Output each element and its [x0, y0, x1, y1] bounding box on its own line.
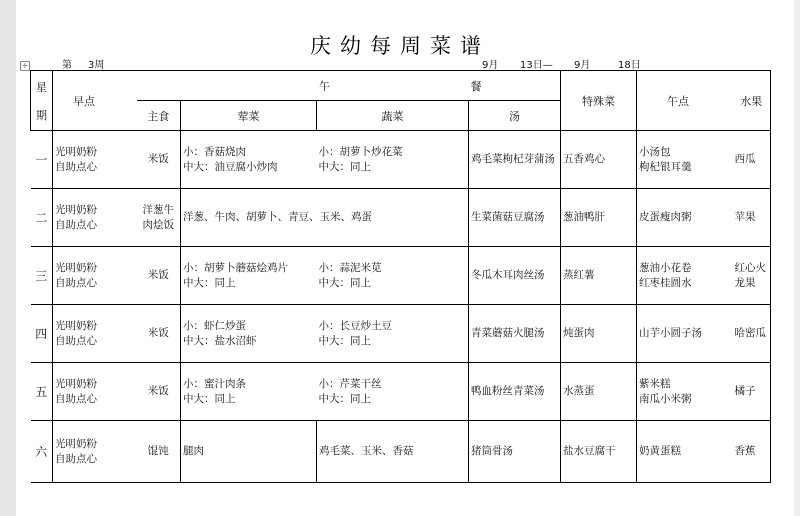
header-veg: 蔬菜 — [317, 101, 469, 131]
staple-cell-line: 米饭 — [147, 153, 169, 165]
right-margin-strip — [794, 0, 800, 516]
soup-cell — [469, 305, 561, 363]
special-cell — [561, 131, 637, 189]
veg-cell-line: 小：芹菜干丝 — [318, 377, 382, 390]
week-start-day: 13日— — [520, 60, 553, 71]
day-label: 四 — [31, 305, 53, 363]
breakfast-cell-line: 光明奶粉 — [55, 261, 97, 274]
week-end-day: 18日 — [618, 60, 641, 71]
snack-cell — [637, 189, 733, 247]
breakfast-cell — [53, 363, 137, 421]
day-label: 三 — [31, 247, 53, 305]
veg-cell — [317, 131, 469, 189]
breakfast-cell-line: 光明奶粉 — [55, 145, 97, 158]
week-number: 3周 — [88, 60, 105, 71]
staple-cell — [137, 131, 181, 189]
breakfast-cell-line: 自助点心 — [55, 276, 97, 289]
breakfast-cell-line: 光明奶粉 — [55, 203, 97, 216]
snack-cell — [637, 421, 733, 483]
veg-cell-line: 中大：同上 — [318, 392, 371, 405]
veg-cell-line: 鸡毛菜、玉米、香菇 — [319, 445, 414, 457]
day-label: 二 — [31, 189, 53, 247]
staple-cell — [137, 189, 181, 247]
menu-row — [31, 247, 771, 305]
special-cell — [561, 189, 637, 247]
fruit-cell-line: 龙果 — [734, 276, 756, 289]
lunch-combined-cell-line: 洋葱、牛肉、胡萝卜、青豆、玉米、鸡蛋 — [183, 211, 372, 223]
veg-cell — [317, 363, 469, 421]
header-day — [31, 71, 53, 131]
header-staple: 主食 — [137, 101, 181, 131]
staple-cell — [137, 247, 181, 305]
fruit-cell — [733, 189, 771, 247]
fruit-cell-line: 香蕉 — [734, 445, 756, 457]
menu-row — [31, 131, 771, 189]
breakfast-cell — [53, 247, 137, 305]
soup-cell — [469, 363, 561, 421]
staple-cell-line: 馄饨 — [147, 445, 169, 457]
fruit-cell — [733, 363, 771, 421]
day-label: 一 — [31, 131, 53, 189]
snack-cell — [637, 305, 733, 363]
special-cell — [561, 421, 637, 483]
soup-cell-line: 鸭血粉丝青菜汤 — [471, 385, 545, 397]
breakfast-cell — [53, 305, 137, 363]
header-soup: 汤 — [469, 101, 561, 131]
day-label: 五 — [31, 363, 53, 421]
week-start-month: 9月 — [482, 60, 499, 71]
fruit-cell — [733, 305, 771, 363]
meat-cell-line: 小：香菇烧肉 — [183, 145, 246, 158]
breakfast-cell-line: 自助点心 — [55, 160, 97, 173]
breakfast-cell-line: 自助点心 — [55, 452, 97, 465]
breakfast-cell-line: 光明奶粉 — [55, 319, 97, 332]
fruit-cell — [733, 131, 771, 189]
veg-cell — [317, 421, 469, 483]
snack-cell-line: 葱油小花卷 — [639, 261, 692, 274]
veg-cell-line: 小：蒜泥米苋 — [318, 261, 382, 274]
header-day-bottom: 期 — [36, 108, 47, 122]
breakfast-cell — [53, 421, 137, 483]
week-label: 第 — [62, 60, 72, 71]
staple-cell — [137, 305, 181, 363]
breakfast-cell-line: 自助点心 — [55, 218, 97, 231]
menu-table — [30, 70, 771, 483]
soup-cell — [469, 247, 561, 305]
special-cell-line: 蒸红薯 — [563, 269, 595, 281]
left-margin-strip — [0, 0, 16, 516]
soup-cell-line: 猪筒骨汤 — [471, 445, 513, 457]
header-lunch-right: 餐 — [469, 71, 561, 101]
veg-cell-line: 中大：同上 — [318, 276, 371, 289]
soup-cell-line: 鸡毛菜枸杞芽蒲汤 — [471, 153, 555, 165]
soup-cell — [469, 189, 561, 247]
meat-cell — [181, 305, 317, 363]
meat-cell — [181, 363, 317, 421]
meat-cell-line: 中大：同上 — [183, 392, 236, 405]
meat-cell-line: 小：虾仁炒蛋 — [183, 319, 246, 332]
veg-cell — [317, 305, 469, 363]
lunch-combined-cell — [181, 189, 469, 247]
header-lunch-left: 午 — [181, 71, 469, 101]
day-label: 六 — [31, 421, 53, 483]
staple-cell-line: 肉烩饭 — [142, 218, 174, 231]
staple-cell — [137, 421, 181, 483]
breakfast-cell-line: 光明奶粉 — [55, 437, 97, 450]
soup-cell-line: 生菜菌菇豆腐汤 — [471, 211, 545, 223]
week-end-month: 9月 — [574, 60, 591, 71]
snack-cell-line: 小汤包 — [639, 145, 671, 158]
breakfast-cell-line: 自助点心 — [55, 334, 97, 347]
soup-cell — [469, 131, 561, 189]
staple-cell-line: 米饭 — [147, 327, 169, 339]
snack-cell — [637, 363, 733, 421]
table-move-handle-icon[interactable]: + — [21, 61, 29, 70]
fruit-cell-line: 橘子 — [734, 385, 756, 397]
fruit-cell-line: 西瓜 — [734, 153, 756, 165]
veg-cell-line: 小：胡萝卜炒花菜 — [318, 145, 403, 158]
special-cell-line: 盐水豆腐干 — [563, 445, 616, 457]
header-breakfast: 早点 — [53, 71, 137, 131]
special-cell — [561, 305, 637, 363]
special-cell-line: 炖蛋肉 — [563, 327, 595, 339]
meat-cell-line: 中大：油豆腐小炒肉 — [183, 160, 278, 173]
snack-cell-line: 紫米糕 — [639, 377, 671, 390]
fruit-cell-line: 苹果 — [734, 211, 756, 223]
special-cell-line: 葱油鸭肝 — [563, 211, 605, 223]
snack-cell-line: 山芋小圆子汤 — [639, 327, 702, 339]
fruit-cell — [733, 421, 771, 483]
menu-row — [31, 305, 771, 363]
meat-cell-line: 小：蜜汁肉条 — [183, 377, 246, 390]
breakfast-cell-line: 自助点心 — [55, 392, 97, 405]
menu-row — [31, 421, 771, 483]
soup-cell-line: 青菜蘑菇火腿汤 — [471, 327, 545, 339]
header-snack: 午点 — [637, 71, 733, 131]
breakfast-cell — [53, 131, 137, 189]
meat-cell-line: 中大：盐水沼虾 — [183, 334, 257, 347]
header-day-top: 星 — [36, 80, 47, 94]
breakfast-cell-line: 光明奶粉 — [55, 377, 97, 390]
header-meat: 荤菜 — [181, 101, 317, 131]
fruit-cell — [733, 247, 771, 305]
menu-row — [31, 363, 771, 421]
week-line — [56, 56, 756, 70]
header-special: 特殊菜 — [561, 71, 637, 131]
fruit-cell-line: 红心火 — [734, 261, 766, 274]
meat-cell-line: 腿肉 — [183, 445, 204, 457]
meat-cell — [181, 247, 317, 305]
staple-cell-line: 米饭 — [147, 269, 169, 281]
header-fruit: 水果 — [733, 71, 771, 131]
staple-cell-line: 米饭 — [147, 385, 169, 397]
staple-cell — [137, 363, 181, 421]
snack-cell-line: 南瓜小米粥 — [639, 392, 692, 405]
snack-cell-line: 皮蛋瘦肉粥 — [639, 211, 692, 223]
snack-cell — [637, 131, 733, 189]
meat-cell-line: 中大：同上 — [183, 276, 236, 289]
soup-cell — [469, 421, 561, 483]
veg-cell-line: 小：长豆炒土豆 — [318, 319, 392, 332]
veg-cell-line: 中大：同上 — [318, 334, 371, 347]
veg-cell — [317, 247, 469, 305]
meat-cell-line: 小：胡萝卜蘑菇烩鸡片 — [183, 261, 288, 274]
meat-cell — [181, 421, 317, 483]
special-cell — [561, 363, 637, 421]
snack-cell-line: 枸杞银耳羹 — [639, 160, 692, 173]
staple-cell-line: 洋葱牛 — [142, 203, 174, 216]
special-cell — [561, 247, 637, 305]
soup-cell-line: 冬瓜木耳肉丝汤 — [471, 269, 545, 281]
fruit-cell-line: 哈密瓜 — [734, 327, 766, 339]
snack-cell-line: 红枣桂圆水 — [639, 276, 692, 289]
snack-cell — [637, 247, 733, 305]
meat-cell — [181, 131, 317, 189]
page-title: 庆幼每周菜谱 — [310, 34, 490, 58]
special-cell-line: 五香鸡心 — [563, 153, 605, 165]
snack-cell-line: 奶黄蛋糕 — [639, 445, 681, 457]
veg-cell-line: 中大：同上 — [318, 160, 371, 173]
breakfast-cell — [53, 189, 137, 247]
menu-row — [31, 189, 771, 247]
special-cell-line: 水蒸蛋 — [563, 385, 595, 397]
